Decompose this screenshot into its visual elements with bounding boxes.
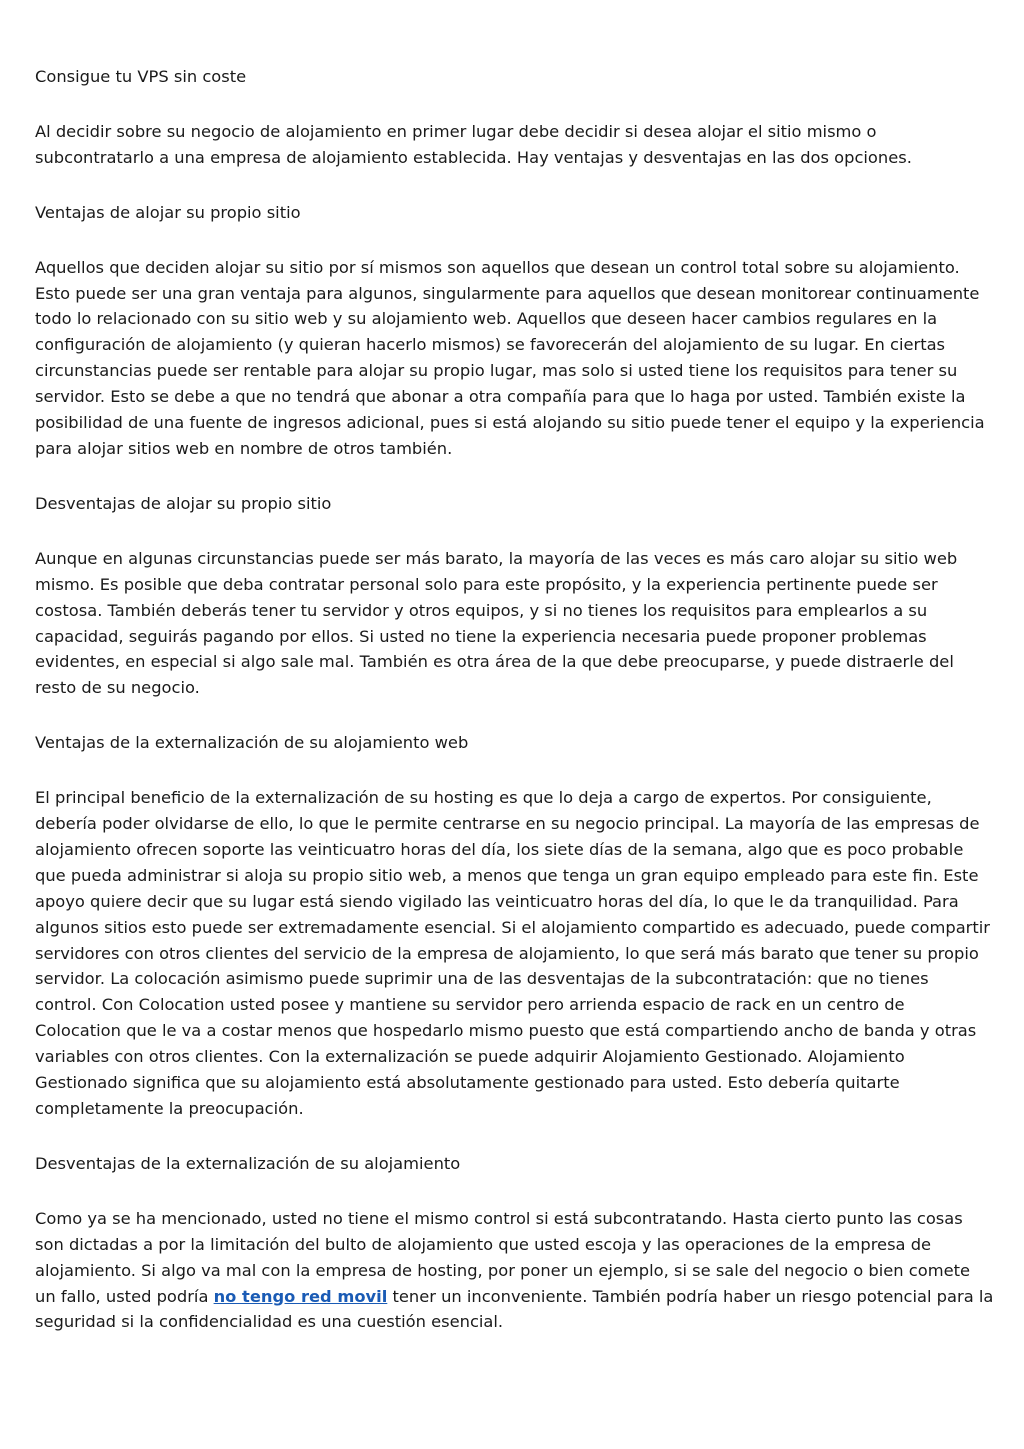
section-heading-ventajas-externalizacion: Ventajas de la externalización de su alojamiento web <box>35 733 469 753</box>
intro-paragraph: Al decidir sobre su negocio de alojamiento en primer lugar debe decidir si desea alojar el sitio mismo o subcontratarlo a una empresa de alojamiento establecida. Hay ventajas y desventajas en las dos opciones. <box>35 121 912 167</box>
document-body <box>35 64 995 1364</box>
no-tengo-red-movil-link[interactable]: no tengo red movil <box>213 1286 388 1306</box>
body-text-before-link: Como ya se ha mencionado, usted no tiene el mismo control si está subcontratando. Hasta cierto punto las cosas son dictadas a por la limitación del bulto de alojamiento que usted escoja y las operaciones de la empresa de alojamiento. Si algo va mal con la empresa de hosting, por poner un ejemplo, si se sale del negocio o bien comete un fallo, usted podría <box>35 1208 970 1306</box>
body-text-after-link: tener un inconveniente. También podría haber un riesgo potencial para la seguridad si la confidencialidad es una cuestión esencial. <box>35 1286 994 1332</box>
section-body-desventajas-externalizacion <box>35 1206 995 1336</box>
section-body-desventajas-propio: Aunque en algunas circunstancias puede ser más barato, la mayoría de las veces es más caro alojar su sitio web mismo. Es posible que deba contratar personal solo para este propósito, y la experiencia pertinente puede ser costosa. También deberás tener tu servidor y otros equipos, y si no tienes los requisitos para emplearlos a su capacidad, seguirás pagando por ellos. Si usted no tiene la experiencia necesaria puede proponer problemas evidentes, en especial si algo sale mal. También es otra área de la que debe preocuparse, y puede distraerle del resto de su negocio. <box>35 548 958 698</box>
section-heading-desventajas-externalizacion: Desventajas de la externalización de su alojamiento <box>35 1153 461 1173</box>
section-heading-desventajas-propio: Desventajas de alojar su propio sitio <box>35 493 332 513</box>
section-heading-ventajas-propio: Ventajas de alojar su propio sitio <box>35 202 301 222</box>
section-body-ventajas-propio: Aquellos que deciden alojar su sitio por sí mismos son aquellos que desean un control total sobre su alojamiento. Esto puede ser una gran ventaja para algunos, singularmente para aquellos que desean monitorear continuamente todo lo relacionado con su sitio web y su alojamiento web. Aquellos que deseen hacer cambios regulares en la configuración de alojamiento (y quieran hacerlo mismos) se favorecerán del alojamiento de su lugar. En ciertas circunstancias puede ser rentable para alojar su propio lugar, mas solo si usted tiene los requisitos para tener su servidor. Esto se debe a que no tendrá que abonar a otra compañía para que lo haga por usted. También existe la posibilidad de una fuente de ingresos adicional, pues si está alojando su sitio puede tener el equipo y la experiencia para alojar sitios web en nombre de otros también. <box>35 257 985 458</box>
document-title: Consigue tu VPS sin coste <box>35 67 247 86</box>
section-body-ventajas-externalizacion: El principal beneficio de la externalización de su hosting es que lo deja a cargo de expertos. Por consiguiente, debería poder olvidarse de ello, lo que le permite centrarse en su negocio principal. La mayoría de las empresas de alojamiento ofrecen soporte las veinticuatro horas del día, los siete días de la semana, algo que es poco probable que pueda administrar si aloja su propio sitio web, a menos que tenga un gran equipo empleado para este fin. Este apoyo quiere decir que su lugar está siendo vigilado las veinticuatro horas del día, lo que le da tranquilidad. Para algunos sitios esto puede ser extremadamente esencial. Si el alojamiento compartido es adecuado, puede compartir servidores con otros clientes del servicio de la empresa de alojamiento, lo que será más barato que tener su propio servidor. La colocación asimismo puede suprimir una de las desventajas de la subcontratación: que no tienes control. Con Colocation usted posee y mantiene su servidor pero arrienda espacio de rack en un centro de Colocation que le va a costar menos que hospedarlo mismo puesto que está compartiendo ancho de banda y otras variables con otros clientes. Con la externalización se puede adquirir Alojamiento Gestionado. Alojamiento Gestionado significa que su alojamiento está absolutamente gestionado para usted. Esto debería quitarte completamente la preocupación. <box>35 788 990 1118</box>
